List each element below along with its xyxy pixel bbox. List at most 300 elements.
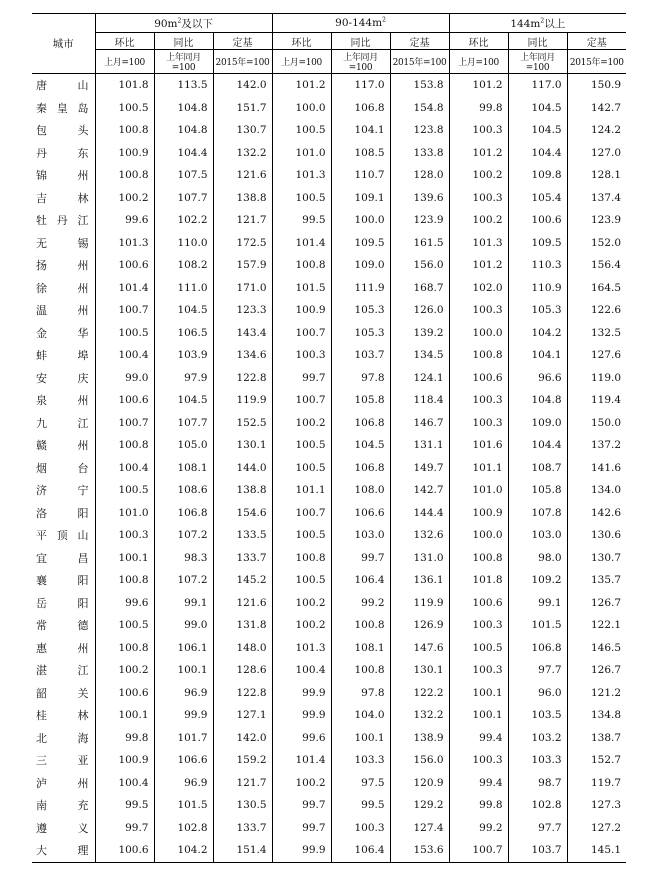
index-value: 146.7: [390, 412, 449, 435]
index-value: 109.1: [331, 187, 390, 210]
index-value: 105.4: [508, 187, 567, 210]
index-value: 101.1: [272, 479, 331, 502]
index-value: 100.8: [272, 547, 331, 570]
index-value: 101.5: [154, 794, 213, 817]
index-value: 137.2: [567, 434, 626, 457]
index-value: 127.4: [390, 817, 449, 840]
index-value: 99.4: [449, 727, 508, 750]
base-header-prev-year: 上年同月=100: [154, 50, 213, 74]
index-value: 100.1: [449, 682, 508, 705]
index-value: 104.5: [331, 434, 390, 457]
index-value: 101.4: [95, 277, 154, 300]
index-value: 122.1: [567, 614, 626, 637]
table-row: [32, 344, 626, 367]
city-name: 唐山: [36, 79, 89, 93]
index-value: 101.3: [449, 232, 508, 255]
city-name: 惠州: [36, 641, 89, 655]
index-value: 96.9: [154, 682, 213, 705]
index-value: 100.2: [95, 659, 154, 682]
index-value: 100.8: [95, 119, 154, 142]
index-value: 99.0: [154, 614, 213, 637]
index-value: 137.4: [567, 187, 626, 210]
index-value: 117.0: [508, 74, 567, 97]
index-value: 108.6: [154, 479, 213, 502]
index-value: 103.0: [508, 524, 567, 547]
index-value: 100.3: [449, 614, 508, 637]
city-name: 南充: [36, 799, 89, 813]
index-value: 102.2: [154, 209, 213, 232]
index-value: 104.1: [508, 344, 567, 367]
index-value: 99.9: [272, 839, 331, 862]
index-value: 103.7: [331, 344, 390, 367]
index-value: 100.9: [272, 299, 331, 322]
city-name: 烟台: [36, 461, 89, 475]
index-value: 138.9: [390, 727, 449, 750]
index-value: 101.6: [449, 434, 508, 457]
index-value: 127.1: [213, 704, 272, 727]
index-value: 100.3: [449, 659, 508, 682]
index-value: 130.1: [213, 434, 272, 457]
table-row: [32, 254, 626, 277]
city-name: 温州: [36, 304, 89, 318]
index-value: 102.0: [449, 277, 508, 300]
index-value: 100.8: [331, 659, 390, 682]
index-value: 100.6: [95, 254, 154, 277]
index-value: 133.5: [213, 524, 272, 547]
index-value: 99.9: [154, 704, 213, 727]
index-value: 172.5: [213, 232, 272, 255]
index-value: 97.7: [508, 659, 567, 682]
index-value: 100.0: [331, 209, 390, 232]
index-value: 129.2: [390, 794, 449, 817]
sub-header-base: 定基: [567, 33, 626, 50]
index-value: 119.9: [213, 389, 272, 412]
index-value: 100.4: [95, 344, 154, 367]
index-value: 128.1: [567, 164, 626, 187]
index-value: 99.7: [95, 817, 154, 840]
index-value: 111.9: [331, 277, 390, 300]
index-value: 108.0: [331, 479, 390, 502]
index-value: 100.8: [95, 164, 154, 187]
index-value: 101.8: [95, 74, 154, 97]
index-value: 161.5: [390, 232, 449, 255]
index-value: 100.5: [272, 524, 331, 547]
index-value: 138.8: [213, 187, 272, 210]
index-value: 100.5: [272, 434, 331, 457]
index-value: 148.0: [213, 637, 272, 660]
index-value: 99.5: [95, 794, 154, 817]
index-value: 108.1: [154, 457, 213, 480]
city-name: 桂林: [36, 709, 89, 723]
index-value: 101.2: [449, 74, 508, 97]
index-value: 99.4: [449, 772, 508, 795]
index-value: 152.5: [213, 412, 272, 435]
index-value: 134.6: [213, 344, 272, 367]
index-value: 110.9: [508, 277, 567, 300]
index-value: 103.0: [331, 524, 390, 547]
index-value: 156.0: [390, 254, 449, 277]
index-value: 99.7: [272, 817, 331, 840]
index-value: 104.2: [508, 322, 567, 345]
city-name: 蚌埠: [36, 349, 89, 363]
index-value: 99.9: [272, 682, 331, 705]
index-value: 100.5: [449, 637, 508, 660]
index-value: 110.7: [331, 164, 390, 187]
city-name: 泸州: [36, 776, 89, 790]
index-value: 130.7: [213, 119, 272, 142]
index-value: 100.8: [95, 434, 154, 457]
index-value: 99.2: [331, 592, 390, 615]
table-row: [32, 547, 626, 570]
index-value: 100.1: [331, 727, 390, 750]
city-name: 湛江: [36, 664, 89, 678]
index-value: 100.6: [95, 682, 154, 705]
index-value: 100.2: [272, 412, 331, 435]
index-value: 130.6: [567, 524, 626, 547]
index-value: 104.8: [154, 97, 213, 120]
index-value: 100.2: [95, 187, 154, 210]
table-row: [32, 367, 626, 390]
housing-price-index-table-wrap: [32, 13, 626, 863]
index-value: 126.0: [390, 299, 449, 322]
sub-header-yoy: 同比: [508, 33, 567, 50]
city-name: 北海: [36, 731, 89, 745]
index-value: 100.1: [95, 547, 154, 570]
index-value: 100.2: [449, 209, 508, 232]
index-value: 127.6: [567, 344, 626, 367]
table-body: [32, 74, 626, 863]
index-value: 109.2: [508, 569, 567, 592]
index-value: 106.6: [331, 502, 390, 525]
index-value: 150.0: [567, 412, 626, 435]
index-value: 119.7: [567, 772, 626, 795]
index-value: 99.7: [272, 367, 331, 390]
index-value: 123.9: [390, 209, 449, 232]
index-value: 100.3: [449, 749, 508, 772]
index-value: 156.4: [567, 254, 626, 277]
index-value: 136.1: [390, 569, 449, 592]
index-value: 119.4: [567, 389, 626, 412]
index-value: 132.2: [390, 704, 449, 727]
index-value: 100.5: [95, 479, 154, 502]
index-value: 98.7: [508, 772, 567, 795]
index-value: 100.7: [272, 502, 331, 525]
city-name: 赣州: [36, 439, 89, 453]
index-value: 100.7: [272, 389, 331, 412]
base-header-2015: 2015年=100: [390, 50, 449, 74]
sub-header-base: 定基: [213, 33, 272, 50]
index-value: 100.5: [272, 187, 331, 210]
city-name: 无锡: [36, 236, 89, 250]
base-header-2015: 2015年=100: [567, 50, 626, 74]
index-value: 99.8: [449, 794, 508, 817]
index-value: 138.8: [213, 479, 272, 502]
table-row: [32, 322, 626, 345]
index-value: 143.4: [213, 322, 272, 345]
index-value: 100.0: [449, 524, 508, 547]
index-value: 101.0: [272, 142, 331, 165]
index-value: 104.5: [154, 389, 213, 412]
index-value: 99.0: [95, 367, 154, 390]
index-value: 101.3: [272, 164, 331, 187]
index-value: 105.3: [331, 299, 390, 322]
index-value: 121.6: [213, 164, 272, 187]
index-value: 121.7: [213, 772, 272, 795]
index-value: 111.0: [154, 277, 213, 300]
city-name: 宜昌: [36, 551, 89, 565]
city-name: 平顶山: [36, 529, 89, 543]
index-value: 96.6: [508, 367, 567, 390]
index-value: 119.0: [567, 367, 626, 390]
index-value: 100.2: [449, 164, 508, 187]
city-name: 安庆: [36, 371, 89, 385]
city-column-header: 城市: [32, 14, 95, 74]
index-value: 110.3: [508, 254, 567, 277]
index-value: 99.1: [154, 592, 213, 615]
index-value: 171.0: [213, 277, 272, 300]
index-value: 98.3: [154, 547, 213, 570]
index-value: 103.9: [154, 344, 213, 367]
base-header-prev-year: 上年同月=100: [508, 50, 567, 74]
index-value: 105.8: [331, 389, 390, 412]
table-row: [32, 704, 626, 727]
index-value: 100.8: [95, 569, 154, 592]
table-row: [32, 74, 626, 97]
index-value: 117.0: [331, 74, 390, 97]
index-value: 126.7: [567, 592, 626, 615]
index-value: 96.9: [154, 772, 213, 795]
city-name: 徐州: [36, 281, 89, 295]
sub-header-yoy: 同比: [331, 33, 390, 50]
table-header: [32, 14, 626, 74]
index-value: 105.3: [331, 322, 390, 345]
index-value: 100.5: [272, 569, 331, 592]
city-name: 锦州: [36, 169, 89, 183]
index-value: 107.2: [154, 569, 213, 592]
index-value: 100.6: [449, 592, 508, 615]
index-value: 100.0: [449, 322, 508, 345]
index-value: 100.4: [95, 457, 154, 480]
index-value: 101.2: [449, 142, 508, 165]
index-value: 142.7: [390, 479, 449, 502]
city-name: 吉林: [36, 191, 89, 205]
index-value: 101.0: [449, 479, 508, 502]
index-value: 122.8: [213, 682, 272, 705]
index-value: 100.3: [272, 344, 331, 367]
index-value: 108.7: [508, 457, 567, 480]
index-value: 104.5: [508, 97, 567, 120]
table-row: [32, 659, 626, 682]
index-value: 119.9: [390, 592, 449, 615]
index-value: 130.1: [390, 659, 449, 682]
index-value: 100.7: [95, 412, 154, 435]
index-value: 96.0: [508, 682, 567, 705]
index-value: 106.8: [508, 637, 567, 660]
table-row: [32, 209, 626, 232]
index-value: 121.7: [213, 209, 272, 232]
index-value: 101.8: [449, 569, 508, 592]
index-value: 105.8: [508, 479, 567, 502]
index-value: 104.8: [508, 389, 567, 412]
index-value: 100.8: [449, 344, 508, 367]
index-value: 103.3: [508, 749, 567, 772]
index-value: 142.0: [213, 727, 272, 750]
index-value: 101.4: [272, 232, 331, 255]
base-header-prev-month: 上月=100: [272, 50, 331, 74]
index-value: 109.0: [508, 412, 567, 435]
index-value: 99.6: [95, 592, 154, 615]
index-value: 97.8: [331, 367, 390, 390]
index-value: 103.7: [508, 839, 567, 862]
index-value: 150.9: [567, 74, 626, 97]
index-value: 108.2: [154, 254, 213, 277]
index-value: 105.0: [154, 434, 213, 457]
index-value: 132.6: [390, 524, 449, 547]
index-value: 159.2: [213, 749, 272, 772]
table-row: [32, 412, 626, 435]
index-value: 104.4: [154, 142, 213, 165]
city-name: 九江: [36, 416, 89, 430]
index-value: 101.5: [272, 277, 331, 300]
index-value: 99.5: [331, 794, 390, 817]
index-value: 97.9: [154, 367, 213, 390]
index-value: 152.7: [567, 749, 626, 772]
table-row: [32, 187, 626, 210]
index-value: 123.9: [567, 209, 626, 232]
index-value: 108.5: [331, 142, 390, 165]
index-value: 133.7: [213, 817, 272, 840]
index-value: 126.9: [390, 614, 449, 637]
table-row: [32, 119, 626, 142]
index-value: 135.7: [567, 569, 626, 592]
index-value: 139.6: [390, 187, 449, 210]
index-value: 154.8: [390, 97, 449, 120]
index-value: 108.1: [331, 637, 390, 660]
table-row: [32, 614, 626, 637]
index-value: 146.5: [567, 637, 626, 660]
index-value: 100.3: [449, 119, 508, 142]
index-value: 106.8: [331, 97, 390, 120]
index-value: 104.5: [508, 119, 567, 142]
index-value: 133.7: [213, 547, 272, 570]
index-value: 145.2: [213, 569, 272, 592]
index-value: 142.6: [567, 502, 626, 525]
index-value: 106.8: [331, 412, 390, 435]
index-value: 104.4: [508, 142, 567, 165]
index-value: 164.5: [567, 277, 626, 300]
sub-header-mom: 环比: [272, 33, 331, 50]
index-value: 103.5: [508, 704, 567, 727]
base-header-row: [32, 50, 626, 74]
index-value: 130.5: [213, 794, 272, 817]
index-value: 106.4: [331, 839, 390, 862]
index-value: 122.6: [567, 299, 626, 322]
table-row: [32, 817, 626, 840]
index-value: 128.6: [213, 659, 272, 682]
index-value: 106.5: [154, 322, 213, 345]
index-value: 131.1: [390, 434, 449, 457]
index-value: 104.8: [154, 119, 213, 142]
index-value: 141.6: [567, 457, 626, 480]
index-value: 103.3: [331, 749, 390, 772]
index-value: 99.6: [272, 727, 331, 750]
index-value: 102.8: [508, 794, 567, 817]
index-value: 100.2: [272, 614, 331, 637]
table-row: [32, 164, 626, 187]
index-value: 106.1: [154, 637, 213, 660]
index-value: 131.0: [390, 547, 449, 570]
index-value: 100.3: [331, 817, 390, 840]
index-value: 144.4: [390, 502, 449, 525]
city-name: 韶关: [36, 686, 89, 700]
table-row: [32, 502, 626, 525]
table-row: [32, 277, 626, 300]
index-value: 98.0: [508, 547, 567, 570]
city-name: 三亚: [36, 754, 89, 768]
index-value: 100.6: [449, 367, 508, 390]
index-value: 107.8: [508, 502, 567, 525]
index-value: 100.4: [95, 772, 154, 795]
index-value: 124.1: [390, 367, 449, 390]
index-value: 100.0: [272, 97, 331, 120]
index-value: 100.3: [449, 187, 508, 210]
index-value: 109.0: [331, 254, 390, 277]
index-value: 127.3: [567, 794, 626, 817]
index-value: 100.1: [95, 704, 154, 727]
sub-header-mom: 环比: [449, 33, 508, 50]
table-row: [32, 434, 626, 457]
index-value: 99.9: [272, 704, 331, 727]
index-value: 97.5: [331, 772, 390, 795]
table-row: [32, 727, 626, 750]
base-header-prev-month: 上月=100: [95, 50, 154, 74]
city-name: 泉州: [36, 394, 89, 408]
index-value: 138.7: [567, 727, 626, 750]
index-value: 127.0: [567, 142, 626, 165]
city-name: 遵义: [36, 821, 89, 835]
index-value: 109.8: [508, 164, 567, 187]
index-value: 101.4: [272, 749, 331, 772]
table-row: [32, 299, 626, 322]
index-value: 132.5: [567, 322, 626, 345]
index-value: 101.0: [95, 502, 154, 525]
index-value: 99.7: [272, 794, 331, 817]
index-value: 101.3: [272, 637, 331, 660]
index-value: 127.2: [567, 817, 626, 840]
index-value: 142.7: [567, 97, 626, 120]
index-value: 106.8: [331, 457, 390, 480]
index-value: 101.5: [508, 614, 567, 637]
index-value: 100.5: [272, 119, 331, 142]
index-value: 100.5: [95, 614, 154, 637]
index-value: 100.7: [95, 299, 154, 322]
city-name: 包头: [36, 124, 89, 138]
index-value: 100.4: [272, 659, 331, 682]
index-value: 100.7: [449, 839, 508, 862]
index-value: 100.3: [95, 524, 154, 547]
table-row: [32, 682, 626, 705]
index-value: 104.1: [331, 119, 390, 142]
index-value: 151.4: [213, 839, 272, 862]
index-value: 101.2: [272, 74, 331, 97]
index-value: 100.9: [95, 749, 154, 772]
index-value: 131.8: [213, 614, 272, 637]
index-value: 99.7: [331, 547, 390, 570]
index-value: 139.2: [390, 322, 449, 345]
table-row: [32, 569, 626, 592]
sub-header-mom: 环比: [95, 33, 154, 50]
city-name: 洛阳: [36, 506, 89, 520]
